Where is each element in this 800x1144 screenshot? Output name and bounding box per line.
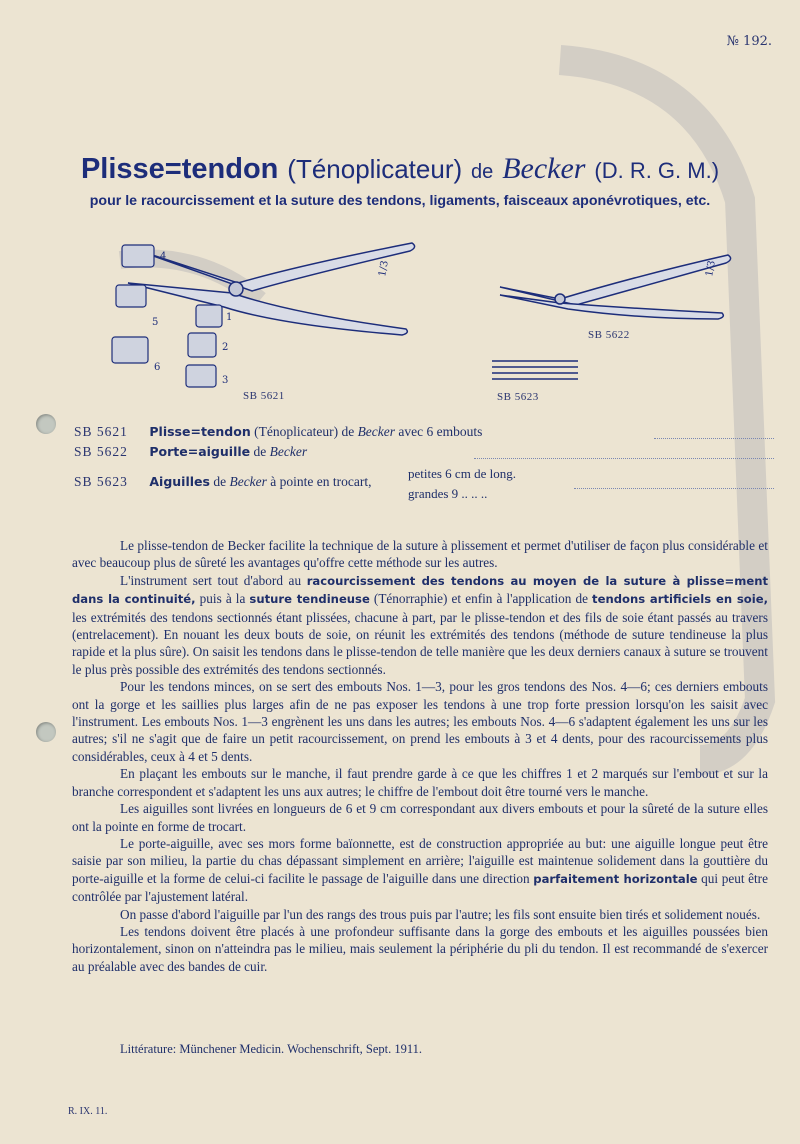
figure-label-sb5623: SB 5623 [497, 391, 539, 403]
item-name: Aiguilles [149, 474, 210, 489]
item-description: de [253, 444, 267, 459]
catalog-item [74, 464, 774, 504]
needle-size-large: grandes 9 .. .. .. [408, 486, 488, 501]
item-code: SB 5622 [74, 444, 128, 459]
plisse-tendon-forceps-illustration [128, 243, 415, 335]
tip-attachment-illustration [112, 245, 232, 387]
needle-illustration [492, 361, 578, 379]
description-text [72, 537, 768, 975]
instrument-illustrations [0, 225, 800, 415]
item-inventor: Becker [357, 424, 396, 439]
paragraph: Pour les tendons minces, on se sert des embouts Nos. 1—3, pour les gros tendons des Nos. 4—6; ces derniers embouts ont la gorge et les saillies plus larges afin de ne pas exposer les tendons à une trop forte pression lorsqu'on les saisit avec l'instrument. Les embouts Nos. 1—3 engrènent les uns dans les autres; les embouts Nos. 4—6 s'adaptent également les uns sur les autres; s'il ne s'agit que de faire un petit racourcissement, on prend les embouts à 3 et 4 dents, pour des racourcissements plus considérables, ceux à 4 et 5 dents. [72, 679, 768, 764]
svg-text:1/3: 1/3 [377, 259, 391, 278]
svg-text:2: 2 [222, 342, 229, 353]
catalog-list [74, 424, 774, 504]
page-subtitle: pour le racourcissement et la suture des tendons, ligaments, faisceaux aponévrotiques, etc. [89, 193, 711, 209]
title-patent: (D. R. G. M.) [594, 158, 720, 183]
paragraph: On passe d'abord l'aiguille par l'un des rangs des trous puis par l'autre; les fils sont ensuite bien tirés et solidement noués. [120, 906, 761, 922]
item-description-tail: à pointe en trocart, [270, 474, 372, 489]
paragraph: L'instrument sert tout d'abord au racourcissement des tendons au moyen de la suture à plisse=ment dans la continuité, puis à la suture tendineuse (Ténorraphie) et enfin à l'application de tendons artificiels en soie, les extrémités des tendons sectionnés étant plissées, chacune à part, par le plisse-tendon et des fils de soie étant passés au travers (entrelacement). En nouant les deux bouts de soie, on réunit les extrémités des tendons (méthode de suture tendineuse la plus rapide et la plus sûre). On saisit les tendons dans le plisse-tendon de telle manière que les deux derniers canaux à suture se trouvent le plus près possible des extrémités des tendons sectionnés. [72, 572, 768, 677]
svg-text:5: 5 [152, 317, 159, 328]
catalog-item [74, 444, 774, 464]
item-description-tail: avec 6 embouts [398, 424, 483, 439]
item-code: SB 5623 [74, 474, 128, 489]
svg-text:3: 3 [222, 375, 229, 386]
needle-holder-illustration [500, 255, 731, 319]
item-inventor: Becker [229, 474, 267, 489]
item-inventor: Becker [269, 444, 308, 459]
page-title [0, 152, 800, 186]
svg-text:1: 1 [226, 312, 233, 323]
svg-text:4: 4 [160, 251, 167, 262]
literature-reference: Littérature: Münchener Medicin. Wochenschrift, Sept. 1911. [120, 1042, 423, 1056]
title-french-name: (Ténoplicateur) [287, 154, 463, 184]
punch-hole-icon [36, 414, 56, 434]
item-name: Plisse=tendon [149, 424, 251, 439]
item-description: de [213, 474, 227, 489]
title-product-name: Plisse=tendon [80, 153, 279, 185]
footer-reference: R. IX. 11. [68, 1106, 108, 1117]
paragraph: Les tendons doivent être placés à une profondeur suffisante dans la gorge des embouts et les aiguilles poussées bien horizontalement, sinon on n'atteindra pas le milieu, mais seulement la périphérie du pli du tendon. Il est recommandé de s'exercer au préalable avec des bandes de cuir. [72, 923, 768, 974]
figure-label-sb5621: SB 5621 [243, 390, 285, 402]
item-description: (Ténoplicateur) de [254, 424, 355, 439]
dotted-leader [474, 458, 774, 459]
catalog-item [74, 424, 774, 444]
title-de: de [471, 161, 494, 183]
item-code: SB 5621 [74, 424, 128, 439]
needle-size-small: petites 6 cm de long. [408, 466, 516, 481]
svg-text:6: 6 [154, 362, 161, 373]
punch-hole-icon [36, 722, 56, 742]
paragraph: Le porte-aiguille, avec ses mors forme baïonnette, est de construction appropriée au but: une aiguille longue peut être saisie par son milieu, la partie du chas dépassant simplement en arrière; l'aiguille est maintenue solidement dans la gouttière du porte-aiguille et la forme de celui-ci facilite le passage de l'aiguille dans une direction parfaitement horizontale qui peut être contrôlée par l'ajustement latéral. [72, 835, 768, 905]
page-number: № 192. [726, 34, 772, 49]
needle-sizes [408, 464, 516, 504]
dotted-leader [654, 438, 774, 439]
paragraph: Le plisse-tendon de Becker facilite la technique de la suture à plissement et permet d'utiliser de façon plus considérable et avec beaucoup plus de sûreté les avantages qu'offre cette méthode sur les autres. [72, 538, 768, 571]
dotted-leader [574, 488, 774, 489]
paragraph: Les aiguilles sont livrées en longueurs de 6 et 9 cm correspondant aux divers embouts et pour la sûreté de la suture elles ont la pointe en forme de trocart. [72, 801, 768, 834]
figure-label-sb5622: SB 5622 [588, 329, 630, 341]
svg-text:1/3: 1/3 [704, 259, 718, 278]
item-name: Porte=aiguille [149, 444, 251, 459]
paragraph: En plaçant les embouts sur le manche, il faut prendre garde à ce que les chiffres 1 et 2 marqués sur l'embout et sur la branche correspondent et s'adaptent les uns aux autres; le chiffre de l'embout doit être tourné vers le manche. [72, 766, 768, 799]
title-inventor: Becker [502, 152, 586, 185]
